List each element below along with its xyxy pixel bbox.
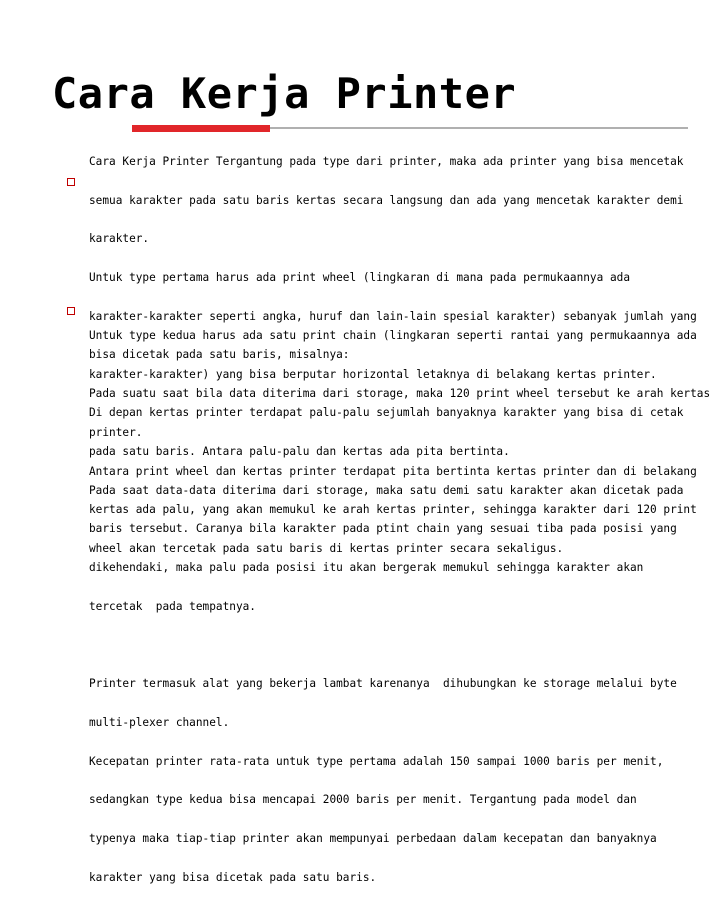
paragraph-line: typenya maka tiap-tiap printer akan mempunyai perbedaan dalam kecepatan dan banyaknya — [89, 832, 657, 846]
paragraph-line: multi-plexer channel. — [89, 715, 230, 729]
paragraph-line: pada satu baris. Antara palu-palu dan kertas ada pita bertinta. — [89, 444, 510, 458]
square-bullet-icon — [67, 178, 75, 186]
paragraph-line: Untuk type kedua harus ada satu print chain (lingkaran seperti rantai yang permukaannya ada — [89, 328, 697, 342]
paragraph-line: karakter. — [89, 232, 150, 246]
paragraph-line: wheel akan tercetak pada satu baris di kertas printer secara sekaligus. — [89, 542, 564, 555]
paragraph-line: baris tersebut. Caranya bila karakter pada ptint chain yang sesuai tiba pada posisi yang — [89, 522, 677, 536]
paragraph-line: Di depan kertas printer terdapat palu-palu sejumlah banyaknya karakter yang bisa di cetak — [89, 406, 684, 420]
paragraph-line: printer. — [89, 425, 143, 439]
slide-title: Cara Kerja Printer — [52, 69, 517, 118]
paragraph-line: Cara Kerja Printer Tergantung pada type dari printer, maka ada printer yang bisa mencetak — [89, 154, 684, 168]
paragraph-line: Pada saat data-data diterima dari storage, maka satu demi satu karakter akan dicetak pada — [89, 483, 684, 497]
paragraph-line: bisa dicetak pada satu baris, misalnya: — [89, 348, 350, 362]
bullet-paragraph-2 — [89, 304, 711, 911]
paragraph-line — [89, 640, 699, 653]
paragraph-line: Untuk type pertama harus ada print wheel (lingkaran di mana pada permukaannya ada — [89, 270, 630, 284]
paragraph-line: Antara print wheel dan kertas printer terdapat pita bertinta kertas printer dan di belakang — [89, 464, 697, 478]
square-bullet-icon — [67, 307, 75, 315]
paragraph-line: kertas ada palu, yang akan memukul ke arah kertas printer, sehingga karakter dari 120 print — [89, 503, 697, 517]
paragraph-line: tercetak pada tempatnya. — [89, 599, 256, 613]
title-divider-line — [270, 127, 688, 129]
paragraph-line: Printer termasuk alat yang bekerja lambat karenanya dihubungkan ke storage melalui byte — [89, 677, 677, 691]
paragraph-line: dikehendaki, maka palu pada posisi itu akan bergerak memukul sehingga karakter akan — [89, 561, 644, 575]
paragraph-line: karakter-karakter seperti angka, huruf dan lain-lain spesial karakter) sebanyak jumlah yang — [89, 309, 697, 323]
paragraph-line: karakter-karakter) yang bisa berputar horizontal letaknya di belakang kertas printer. — [89, 367, 657, 381]
paragraph-line: karakter yang bisa dicetak pada satu baris. — [89, 870, 377, 884]
paragraph-line: sedangkan type kedua bisa mencapai 2000 baris per menit. Tergantung pada model dan — [89, 793, 637, 807]
paragraph-line: semua karakter pada satu baris kertas secara langsung dan ada yang mencetak karakter demi — [89, 193, 684, 207]
paragraph-line: Kecepatan printer rata-rata untuk type pertama adalah 150 sampai 1000 baris per menit, — [89, 754, 664, 768]
paragraph-line: Pada suatu saat bila data diterima dari storage, maka 120 print wheel tersebut ke arah kertas — [89, 387, 711, 401]
